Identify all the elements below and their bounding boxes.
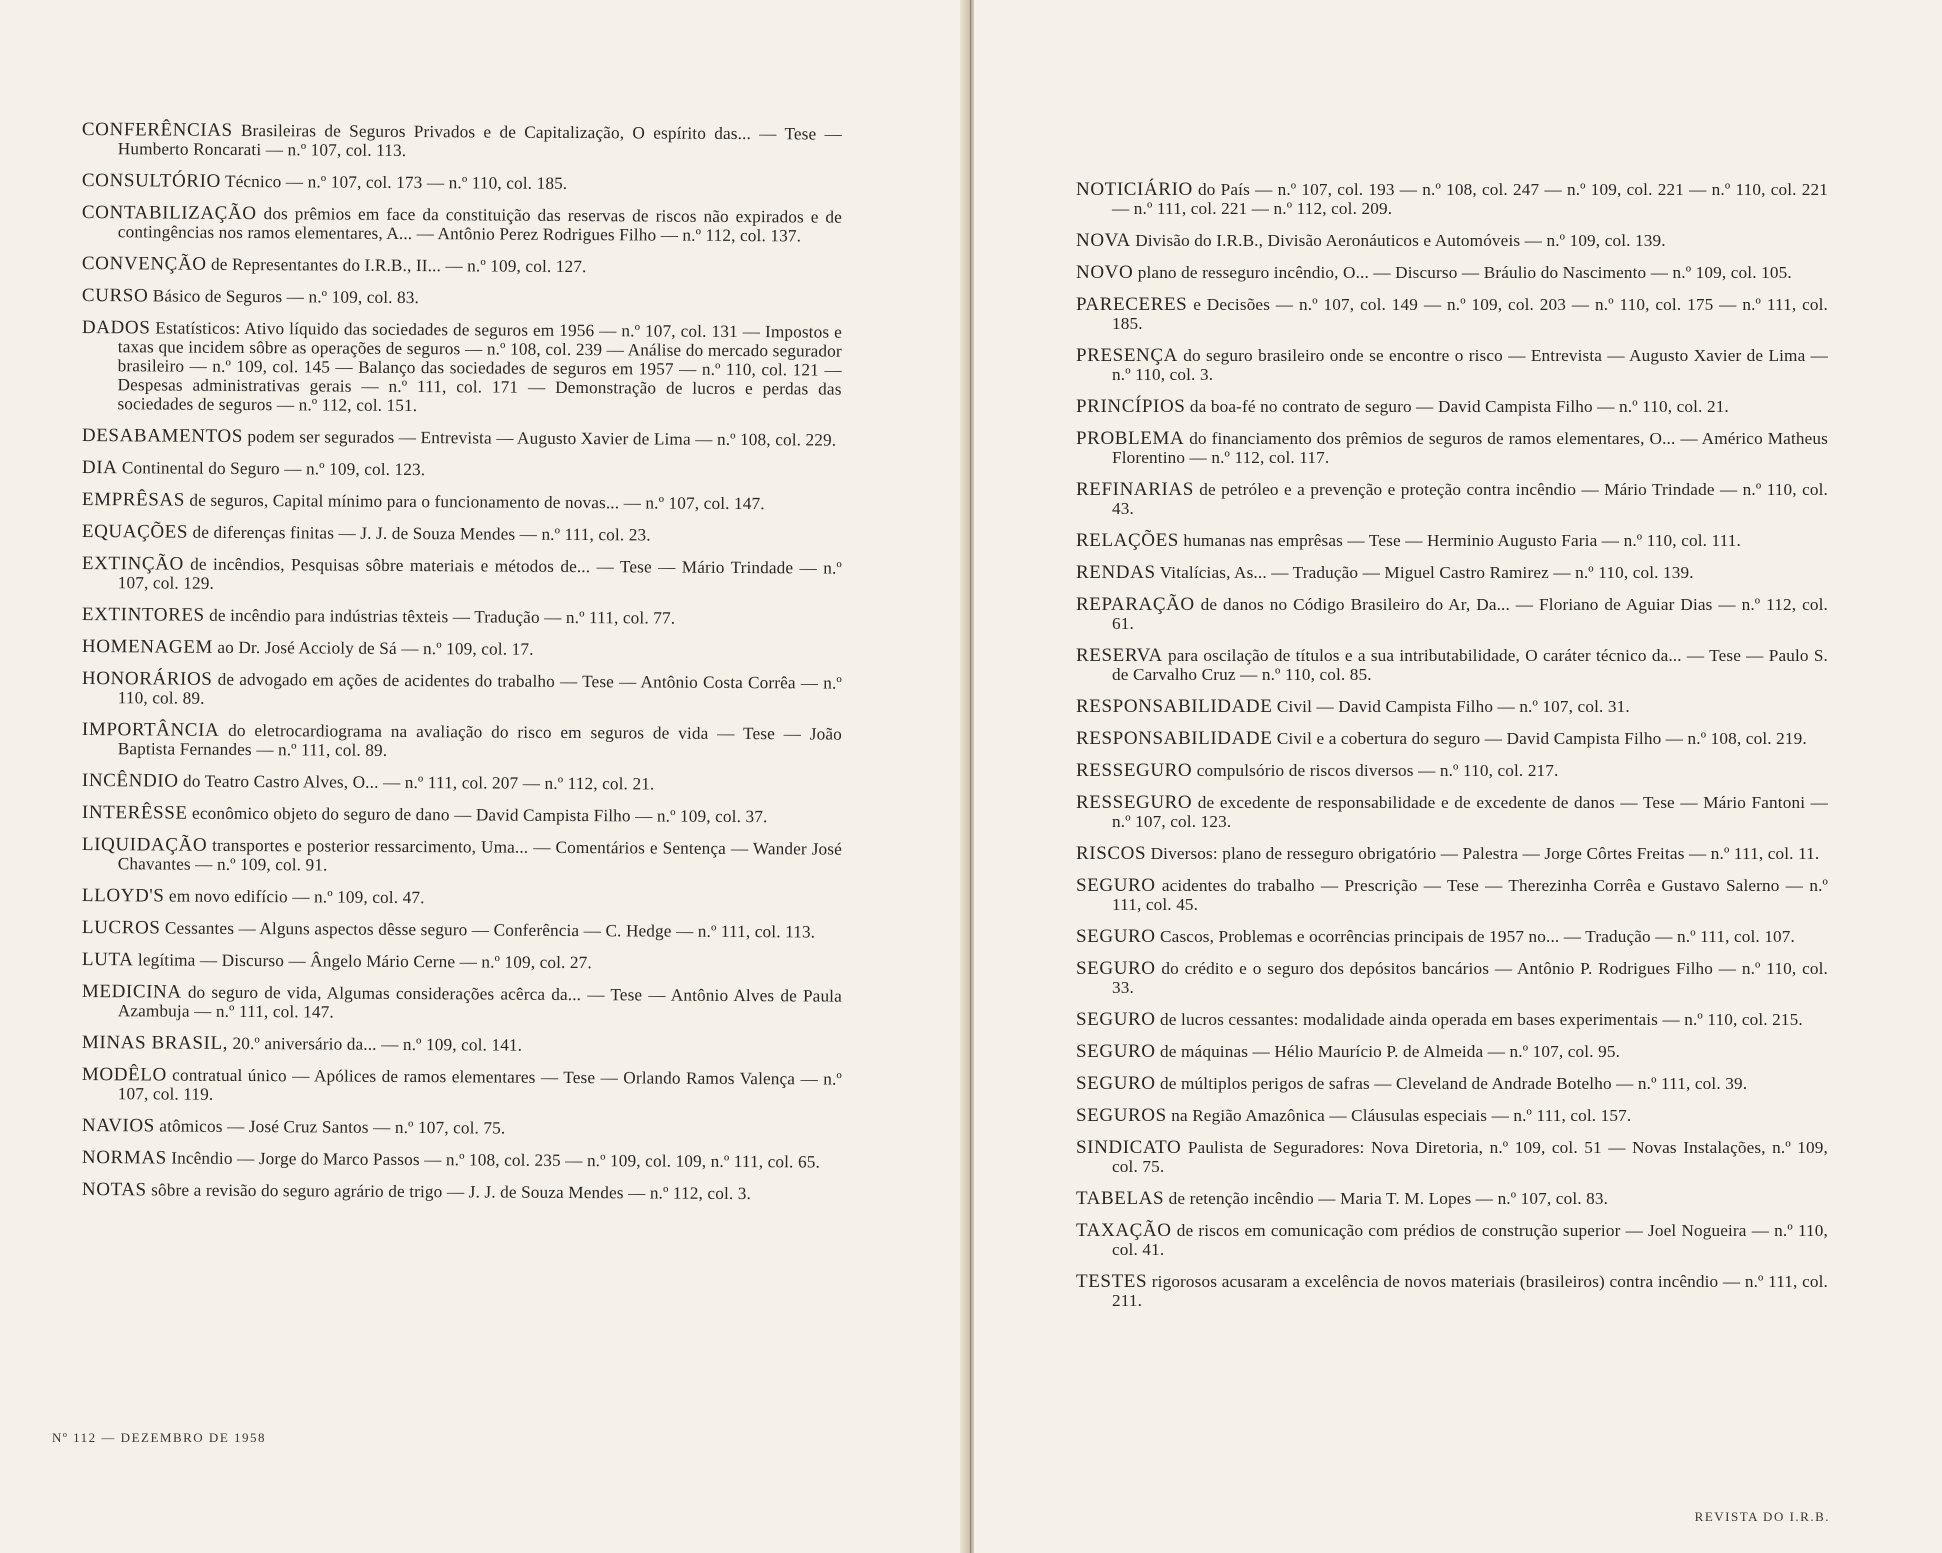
entry-text: de advogado em ações de acidentes do trabalho — Tese — Antônio Costa Corrêa — n.º 110, col. 89. — [117, 669, 842, 708]
entry-text: do eletrocardiograma na avaliação do risco em seguros de vida — Tese — João Baptista Fernandes — n.º 111, col. 89. — [117, 720, 842, 760]
entry-text: de múltiplos perigos de safras — Cleveland de Andrade Botelho — n.º 111, col. 39. — [1155, 1074, 1748, 1093]
entry-keyword: HOMENAGEM — [81, 636, 214, 658]
index-entry — [82, 1116, 842, 1140]
left-page — [0, 0, 968, 1553]
index-entry — [1076, 531, 1828, 550]
entry-keyword: TABELAS — [1076, 1188, 1165, 1209]
entry-keyword: INTERÊSSE — [81, 802, 188, 824]
entry-text: de riscos em comunicação com prédios de construção superior — Joel Nogueira — n.º 110, col. 41. — [1112, 1221, 1828, 1259]
entry-keyword: LLOYD'S — [81, 885, 165, 907]
entry-text: do País — n.º 107, col. 193 — n.º 108, col. 247 — n.º 109, col. 221 — n.º 110, col. 221 — n.º 111, col. 221 — n.º 112, col. 209. — [1112, 180, 1828, 218]
entry-text: rigorosos acusaram a excelência de novos materiais (brasileiros) contra incêndio — n.º 111, col. 211. — [1112, 1272, 1828, 1310]
entry-text: Civil — David Campista Filho — n.º 107, col. 31. — [1272, 697, 1630, 716]
index-entry — [82, 171, 842, 195]
entry-text: do Teatro Castro Alves, O... — n.º 111, col. 207 — n.º 112, col. 21. — [178, 771, 655, 794]
entry-text: de incêndios, Pesquisas sôbre materiais e métodos de... — Tese — Mário Trindade — n.º 107, col. 129. — [117, 554, 842, 593]
entry-text: para oscilação de títulos e a sua intributabilidade, O caráter técnico da... — Tese — Paulo S. de Carvalho Cruz — n.º 110, col. 85. — [1112, 646, 1828, 684]
entry-text: de lucros cessantes: modalidade ainda operada em bases experimentais — n.º 110, col. 215. — [1155, 1010, 1803, 1029]
index-entry — [1076, 1221, 1828, 1259]
entry-text: 20.º aniversário da... — n.º 109, col. 141. — [227, 1033, 523, 1055]
index-entry — [82, 803, 842, 827]
entry-text: Técnico — n.º 107, col. 173 — n.º 110, col. 185. — [220, 171, 568, 193]
entry-text: de danos no Código Brasileiro do Ar, Da... — Floriano de Aguiar Dias — n.º 112, col. 61. — [1112, 595, 1828, 633]
entry-text: ao Dr. José Accioly de Sá — n.º 109, col. 17. — [212, 637, 534, 659]
entry-text: de máquinas — Hélio Maurício P. de Almeida — n.º 107, col. 95. — [1155, 1042, 1621, 1061]
entry-keyword: RELAÇÕES — [1076, 530, 1179, 551]
index-entry — [82, 490, 842, 514]
entry-keyword: NORMAS — [81, 1147, 167, 1169]
entry-text: de incêndio para indústrias têxteis — Tradução — n.º 111, col. 77. — [204, 605, 676, 628]
entry-keyword: TESTES — [1076, 1271, 1148, 1292]
index-entry — [1076, 1189, 1828, 1208]
entry-text: Brasileiras de Seguros Privados e de Capitalização, O espírito das... — Tese — Humberto Roncarati — n.º 107, col. 113. — [117, 120, 842, 160]
entry-keyword: SEGURO — [1076, 926, 1156, 947]
index-entry — [1076, 263, 1828, 282]
entry-keyword: EQUAÇÕES — [81, 521, 189, 543]
entry-text: de seguros, Capital mínimo para o funcionamento de novas... — n.º 107, col. 147. — [184, 490, 765, 514]
entry-text: do seguro de vida, Algumas considerações acêrca da... — Tese — Antônio Alves de Paula Azambuja — n.º 111, col. 147. — [117, 982, 842, 1022]
entry-keyword: SEGURO — [1076, 1009, 1156, 1030]
entry-keyword: NOTICIÁRIO — [1076, 179, 1193, 200]
entry-keyword: EXTINÇÃO — [81, 553, 184, 575]
entry-text: Civil e a cobertura do seguro — David Campista Filho — n.º 108, col. 219. — [1272, 729, 1807, 748]
index-entry — [1076, 1272, 1828, 1310]
entry-keyword: NAVIOS — [81, 1115, 155, 1137]
entry-keyword: RISCOS — [1076, 843, 1147, 864]
entry-keyword: CURSO — [81, 285, 149, 307]
index-entry — [82, 203, 842, 246]
index-entry — [1076, 844, 1828, 863]
entry-text: Cascos, Problemas e ocorrências principais de 1957 no... — Tradução — n.º 111, col. 107. — [1155, 927, 1795, 946]
entry-keyword: DIA — [81, 457, 118, 479]
entry-keyword: LIQUIDAÇÃO — [81, 834, 208, 856]
index-entry — [82, 254, 842, 278]
entry-text: Continental do Seguro — n.º 109, col. 123. — [117, 458, 426, 480]
index-entry — [1076, 1010, 1828, 1029]
entry-text: plano de resseguro incêndio, O... — Discurso — Bráulio do Nascimento — n.º 109, col. 105. — [1133, 263, 1792, 282]
entry-keyword: LUCROS — [81, 917, 161, 939]
index-entry — [82, 554, 842, 597]
entry-keyword: PRESENÇA — [1076, 345, 1178, 366]
index-entry — [82, 458, 842, 482]
entry-keyword: NOVA — [1076, 230, 1131, 251]
index-entry — [1076, 295, 1828, 333]
entry-keyword: EXTINTORES — [81, 604, 205, 626]
entry-text: e Decisões — n.º 107, col. 149 — n.º 109, col. 203 — n.º 110, col. 175 — n.º 111, col. 185. — [1112, 295, 1828, 333]
entry-text: de petróleo e a prevenção e proteção contra incêndio — Mário Trindade — n.º 110, col. 43. — [1112, 480, 1828, 518]
entry-text: contratual único — Apólices de ramos elementares — Tese — Orlando Ramos Valença — n.º 107, col. 119. — [117, 1065, 842, 1104]
index-entry — [1076, 1042, 1828, 1061]
entry-keyword: RENDAS — [1076, 562, 1156, 583]
entry-keyword: EMPRÊSAS — [81, 489, 186, 511]
entry-text: da boa-fé no contrato de seguro — David Campista Filho — n.º 110, col. 21. — [1185, 397, 1729, 416]
index-entry — [1076, 729, 1828, 748]
entry-keyword: REFINARIAS — [1076, 479, 1194, 500]
index-entry — [1076, 429, 1828, 467]
entry-text: humanas nas emprêsas — Tese — Herminio Augusto Faria — n.º 110, col. 111. — [1178, 531, 1741, 550]
entry-text: sôbre a revisão do seguro agrário de trigo — J. J. de Souza Mendes — n.º 112, col. 3. — [146, 1180, 752, 1204]
entry-keyword: REPARAÇÃO — [1076, 594, 1195, 615]
index-entry — [82, 286, 842, 310]
entry-keyword: NOVO — [1076, 262, 1134, 283]
entry-text: Incêndio — Jorge do Marco Passos — n.º 108, col. 235 — n.º 109, col. 109, n.º 111, col. 65. — [166, 1148, 820, 1172]
entry-keyword: SEGURO — [1076, 875, 1156, 896]
entry-keyword: CONVENÇÃO — [81, 253, 207, 275]
entry-keyword: RESERVA — [1076, 645, 1163, 666]
right-page — [974, 0, 1942, 1553]
entry-keyword: TAXAÇÃO — [1076, 1220, 1172, 1241]
entry-keyword: SEGURO — [1076, 1041, 1156, 1062]
index-entry — [1076, 397, 1828, 416]
index-entry — [82, 669, 842, 712]
entry-keyword: SINDICATO — [1076, 1137, 1182, 1158]
index-entry — [1076, 480, 1828, 518]
entry-text: Paulista de Seguradores: Nova Diretoria, n.º 109, col. 51 — Novas Instalações, n.º 109, col. 75. — [1112, 1138, 1828, 1176]
right-page-footer: REVISTA DO I.R.B. — [1694, 1509, 1830, 1524]
entry-keyword: SEGURO — [1076, 1073, 1156, 1094]
index-entry — [1076, 646, 1828, 684]
right-index-column — [1076, 180, 1828, 1323]
entry-keyword: RESPONSABILIDADE — [1076, 728, 1273, 749]
entry-text: podem ser segurados — Entrevista — Augusto Xavier de Lima — n.º 108, col. 229. — [242, 426, 837, 450]
index-entry — [82, 982, 842, 1025]
index-entry — [82, 886, 842, 910]
index-entry — [82, 835, 842, 878]
entry-text: Diversos: plano de resseguro obrigatório — Palestra — Jorge Côrtes Freitas — n.º 111, col. 11. — [1146, 844, 1820, 863]
entry-keyword: LUTA — [81, 949, 134, 971]
entry-text: Cessantes — Alguns aspectos dêsse seguro — Conferência — C. Hedge — n.º 111, col. 113. — [160, 918, 816, 942]
entry-text: compulsório de riscos diversos — n.º 110, col. 217. — [1192, 761, 1559, 780]
index-entry — [1076, 1074, 1828, 1093]
entry-keyword: PRINCÍPIOS — [1076, 396, 1186, 417]
entry-keyword: PROBLEMA — [1076, 428, 1185, 449]
index-entry — [1076, 1106, 1828, 1125]
index-entry — [82, 1180, 842, 1204]
entry-keyword: RESPONSABILIDADE — [1076, 696, 1273, 717]
entry-text: do financiamento dos prêmios de seguros de ramos elementares, O... — Américo Matheus Florentino — n.º 112, col. 117. — [1112, 429, 1828, 467]
entry-text: na Região Amazônica — Cláusulas especiais — n.º 111, col. 157. — [1166, 1106, 1632, 1125]
index-entry — [82, 605, 842, 629]
entry-text: Básico de Seguros — n.º 109, col. 83. — [148, 286, 420, 308]
index-entry — [82, 950, 842, 974]
entry-keyword: MINAS BRASIL, — [81, 1032, 229, 1054]
entry-keyword: DESABAMENTOS — [81, 425, 243, 447]
gutter-fold-line — [970, 0, 971, 1553]
entry-keyword: MEDICINA — [81, 981, 182, 1003]
entry-text: em novo edifício — n.º 109, col. 47. — [164, 886, 425, 908]
index-entry — [1076, 927, 1828, 946]
index-entry — [1076, 761, 1828, 780]
entry-keyword: SEGUROS — [1076, 1105, 1167, 1126]
entry-keyword: IMPORTÂNCIA — [81, 719, 220, 741]
index-entry — [1076, 876, 1828, 914]
index-entry — [1076, 793, 1828, 831]
index-entry — [1076, 563, 1828, 582]
index-entry — [82, 637, 842, 661]
index-entry — [1076, 697, 1828, 716]
entry-text: do crédito e o seguro dos depósitos bancários — Antônio P. Rodrigues Filho — n.º 110, col. 33. — [1112, 959, 1828, 997]
index-entry — [82, 1148, 842, 1172]
entry-text: de excedente de responsabilidade e de excedente de danos — Tese — Mário Fantoni — n.º 107, col. 123. — [1112, 793, 1828, 831]
entry-keyword: NOTAS — [81, 1179, 147, 1201]
entry-text: de diferenças finitas — J. J. de Souza Mendes — n.º 111, col. 23. — [188, 522, 651, 545]
index-entry — [1076, 595, 1828, 633]
index-entry — [1076, 1138, 1828, 1176]
entry-keyword: CONTABILIZAÇÃO — [81, 202, 257, 225]
index-entry — [82, 720, 842, 763]
index-entry — [1076, 346, 1828, 384]
entry-text: atômicos — José Cruz Santos — n.º 107, col. 75. — [154, 1116, 506, 1138]
left-index-column — [82, 120, 842, 1212]
index-entry — [1076, 180, 1828, 218]
entry-keyword: CONFERÊNCIAS — [81, 119, 233, 141]
entry-keyword: SEGURO — [1076, 958, 1156, 979]
index-entry — [82, 522, 842, 546]
entry-text: Estatísticos: Ativo líquido das sociedades de seguros em 1956 — n.º 107, col. 131 — Impostos e taxas que incidem sôbre as operações de seguros — n.º 108, col. 239 — Análise do mercado segurador brasileiro — n.º 109, col. 145 — Balanço das sociedades de seguros em 1957 — n.º 110, col. 121 — Despesas administrativas gerais — n.º 111, col. 171 — Demonstração de lucros e perdas das sociedades de seguros — n.º 112, col. 151. — [117, 318, 842, 416]
entry-keyword: PARECERES — [1076, 294, 1188, 315]
index-entry — [1076, 231, 1828, 250]
entry-text: de Representantes do I.R.B., II... — n.º 109, col. 127. — [206, 254, 587, 277]
index-entry — [82, 1033, 842, 1057]
entry-keyword: MODÊLO — [81, 1064, 167, 1086]
entry-keyword: INCÊNDIO — [81, 770, 179, 792]
index-entry — [1076, 959, 1828, 997]
entry-text: legítima — Discurso — Ângelo Mário Cerne — n.º 109, col. 27. — [133, 950, 592, 973]
entry-text: Vitalícias, As... — Tradução — Miguel Castro Ramirez — n.º 110, col. 139. — [1155, 563, 1694, 582]
entry-keyword: DADOS — [81, 317, 151, 339]
entry-text: transportes e posterior ressarcimento, Uma... — Comentários e Sentença — Wander José Chavantes — n.º 109, col. 91. — [117, 835, 842, 875]
entry-text: de retenção incêndio — Maria T. M. Lopes — n.º 107, col. 83. — [1164, 1189, 1609, 1208]
index-entry — [82, 918, 842, 942]
index-entry — [82, 120, 842, 163]
entry-text: dos prêmios em face da constituição das reservas de riscos não expirados e de contingências nos ramos elementares, A... — Antônio Perez Rodrigues Filho — n.º 112, col. 137. — [117, 204, 842, 246]
entry-text: do seguro brasileiro onde se encontre o risco — Entrevista — Augusto Xavier de Lima — n.º 110, col. 3. — [1112, 346, 1828, 384]
left-page-footer: Nº 112 — DEZEMBRO DE 1958 — [52, 1430, 267, 1445]
entry-text: acidentes do trabalho — Prescrição — Tese — Therezinha Corrêa e Gustavo Salerno — n.º 111, col. 45. — [1112, 876, 1828, 914]
index-entry — [82, 1065, 842, 1108]
entry-text: Divisão do I.R.B., Divisão Aeronáuticos e Automóveis — n.º 109, col. 139. — [1130, 231, 1666, 250]
entry-keyword: RESSEGURO — [1076, 760, 1193, 781]
index-entry — [82, 771, 842, 795]
index-entry — [82, 426, 842, 450]
entry-text: econômico objeto do seguro de dano — David Campista Filho — n.º 109, col. 37. — [187, 803, 768, 827]
entry-keyword: HONORÁRIOS — [81, 668, 213, 690]
entry-keyword: RESSEGURO — [1076, 792, 1193, 813]
index-entry — [81, 318, 842, 418]
entry-keyword: CONSULTÓRIO — [81, 170, 221, 192]
